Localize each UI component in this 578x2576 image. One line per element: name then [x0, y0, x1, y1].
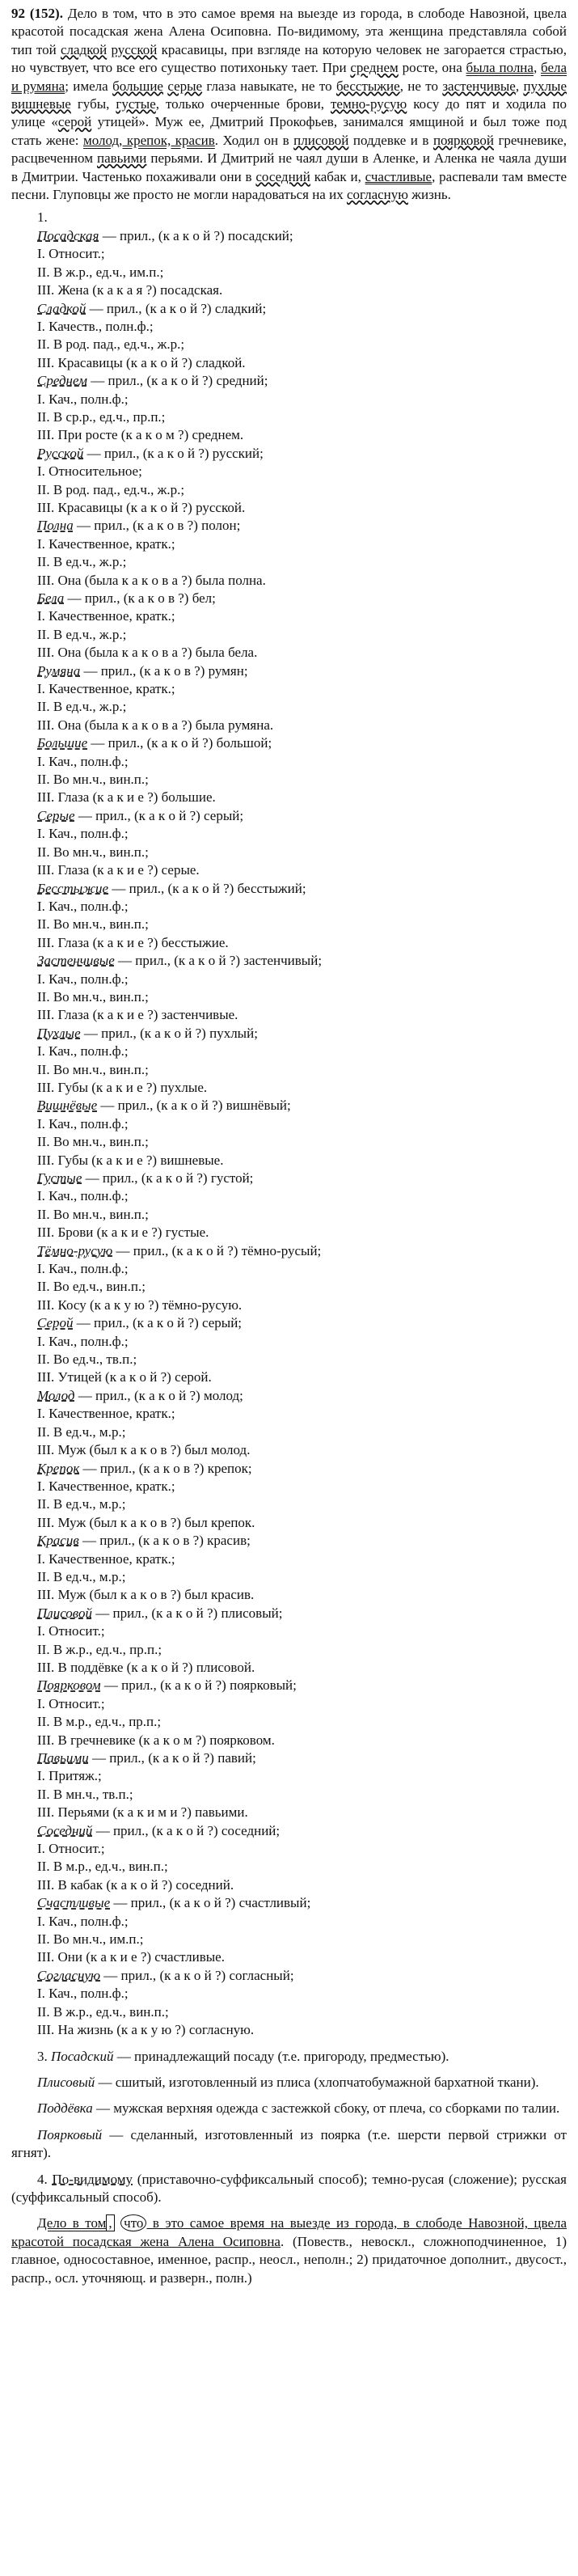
entry-lemma: счастливый; [235, 1895, 311, 1911]
entry-lemma: серый; [198, 1315, 243, 1331]
entry-head [37, 1605, 567, 1622]
entry-feature-line: II. В ср.р., ед.ч., пр.п.; [37, 408, 166, 425]
entry-feature-line: II. В мн.ч., тв.п.; [37, 1786, 133, 1802]
item-3-para-4: Поярковый — сделанный, изготовленный из поярка (т.е. шерсти первой стрижки от ягнят). [11, 2126, 567, 2161]
entry-feature-line: I. Качественное, кратк.; [37, 1478, 175, 1494]
exercise-text-segment: , не то [399, 78, 443, 94]
exercise-text-segment: кабак и, [310, 168, 365, 184]
entry-lemma: плисовый; [217, 1605, 283, 1621]
parse-entry [37, 227, 567, 300]
entry-feature-line: II. Во мн.ч., вин.п.; [37, 1134, 149, 1150]
entry-feature-line: I. Кач., полн.ф.; [37, 971, 129, 987]
entry-lemma: молод; [200, 1387, 243, 1403]
entry-word: Молод [37, 1387, 75, 1403]
entry-word: Поярковом [37, 1677, 101, 1694]
entry-feature-line: III. Глаза (к а к и е ?) серые. [37, 862, 200, 878]
entry-feature-line: II. В ж.р., ед.ч., вин.п.; [37, 2003, 169, 2020]
entry-question: (к а к о й ?) [159, 1967, 226, 1983]
entry-feature-line: III. Утицей (к а к о й ?) серой. [37, 1369, 212, 1385]
entry-def: — прил., [80, 1025, 141, 1041]
entry-question: (к а к о в ?) [123, 590, 189, 606]
entry-word: Крепок [37, 1460, 80, 1476]
entry-feature-line: III. Глаза (к а к и е ?) бесстыжие. [37, 934, 229, 950]
entry-feature-line: I. Кач., полн.ф.; [37, 1043, 129, 1060]
entry-lemma: средний; [213, 373, 268, 389]
parse-entry [37, 372, 567, 445]
entry-lemma: серый; [200, 807, 244, 823]
parse-entry [37, 880, 567, 953]
entry-feature-line: II. Во мн.ч., вин.п.; [37, 844, 149, 860]
exercise-text-segment: среднем [350, 60, 399, 76]
item-3-para-1: 3. Посадский — принадлежащий посаду (т.е. пригороду, предместью). [37, 2048, 449, 2064]
entry-feature-line: III. Она (была к а к о в а ?) была румяна. [37, 717, 274, 733]
entry-question: (к а к о й ?) [132, 1315, 199, 1331]
entry-feature-line: III. При росте (к а к о м ?) среднем. [37, 427, 244, 443]
entry-def: — прил., [74, 1387, 134, 1403]
entry-head [37, 1894, 567, 1912]
entry-lemma: согласный; [226, 1967, 294, 1983]
entry-lemma: павий; [213, 1750, 256, 1766]
entry-feature-line: II. Во мн.ч., вин.п.; [37, 988, 149, 1005]
item-3-para-2: Плисовый — сшитый, изготовленный из плиса (хлопчатобумажной бархатной ткани). [37, 2074, 539, 2090]
exercise-text-segment: молод, крепок, красив [82, 132, 215, 148]
exercise-text-segment: красавицы, при взгляде на которую человек не загорается страстью, но чувствует, что все его существо потихоньку тает. При [11, 41, 567, 76]
exercise-text-segment: соседний [255, 168, 310, 184]
exercise-text-segment: серой [57, 114, 92, 130]
entry-def: — прил., [87, 735, 147, 751]
entry-lemma: сладкий; [211, 300, 267, 316]
entry-word: Вишнёвые [37, 1098, 98, 1114]
entry-question: (к а к о й ?) [167, 880, 234, 896]
entry-feature-line: II. Во мн.ч., вин.п.; [37, 1206, 149, 1222]
exercise-text-segment: утицей». Муж ее, Дмитрий Прокофьев, занимался ямщиной и был тоже под стать жене: [11, 114, 567, 148]
parse-entry [37, 1314, 567, 1387]
entry-head [37, 227, 567, 245]
parse-entry [37, 1097, 567, 1170]
entry-word: Соседний [37, 1822, 93, 1838]
exercise-text-segment: Дело в том, что в это самое время на выезде из города, в слободе Навозной, цвела красотой посадская жена Алена Осиповна. По-видимому, эта женщина представляла собой тип той [11, 6, 567, 57]
entry-lemma: соседний; [217, 1822, 281, 1838]
entry-feature-line: I. Кач., полн.ф.; [37, 1333, 129, 1349]
entry-word: Серые [37, 807, 75, 823]
parse-entry [37, 1894, 567, 1967]
entry-feature-line: I. Кач., полн.ф.; [37, 1115, 129, 1131]
entry-def: — прил., [86, 300, 146, 316]
parse-entry [37, 1242, 567, 1315]
parse-entry [37, 1967, 567, 2040]
entry-feature-line: II. В ед.ч., ж.р.; [37, 554, 127, 570]
entry-word: Густые [37, 1170, 82, 1186]
entry-question: (к а к о й ?) [134, 807, 200, 823]
entry-word: Пухлые [37, 1025, 81, 1041]
entry-lemma: бесстыжий; [234, 880, 306, 896]
entry-feature-line: I. Относит.; [37, 1695, 105, 1711]
entry-feature-line: II. В ед.ч., м.р.; [37, 1496, 126, 1512]
entry-head [37, 1677, 567, 1694]
exercise-text-segment: большие [112, 78, 163, 94]
entry-feature-line: II. В род. пад., ед.ч., ж.р.; [37, 336, 185, 353]
entry-head [37, 1387, 567, 1405]
entry-feature-line: III. Косу (к а к у ю ?) тёмно-русую. [37, 1296, 243, 1313]
entry-feature-line: III. Жена (к а к а я ?) посадская. [37, 282, 223, 298]
exercise-text [11, 5, 567, 204]
exercise-text-segment: застенчивые [442, 78, 516, 94]
entry-feature-line: II. Во мн.ч., вин.п.; [37, 772, 149, 788]
entry-def: — прил., [99, 227, 158, 243]
entry-head [37, 952, 567, 970]
entry-feature-line: I. Притяж.; [37, 1768, 102, 1784]
parse-entry [37, 590, 567, 662]
exercise-text-segment: бесстыжие [335, 78, 400, 94]
conjunction: что [120, 2214, 146, 2231]
entry-lemma: бел; [188, 590, 216, 606]
entry-head [37, 1532, 567, 1550]
entry-lemma: вишнёвый; [222, 1098, 291, 1114]
exercise-text-segment: жизнь. [407, 187, 451, 203]
exercise-number: 92 (152). [11, 6, 63, 21]
entry-feature-line: II. В м.р., ед.ч., вин.п.; [37, 1859, 168, 1875]
entry-question: (к а к о й ?) [160, 1677, 226, 1694]
entry-lemma: пухлый; [205, 1025, 258, 1041]
entry-feature-line: III. Брови (к а к и е ?) густые. [37, 1225, 209, 1241]
entry-def: — прил., [100, 1677, 161, 1694]
exercise-text-segment: поддевке и в [348, 132, 433, 148]
entry-word: Посадская [37, 227, 99, 243]
exercise-text-segment: счастливые [365, 168, 432, 184]
entry-feature-line: II. Во мн.ч., вин.п.; [37, 916, 149, 933]
entry-feature-line: II. В ж.р., ед.ч., им.п.; [37, 264, 164, 280]
entry-lemma: поярковый; [226, 1677, 297, 1694]
entry-feature-line: I. Качественное, кратк.; [37, 608, 175, 624]
entry-question: (к а к о й ?) [174, 953, 240, 969]
entry-word: Полна [37, 518, 74, 534]
exercise-text-segment: ; имела [65, 78, 113, 94]
entry-feature-line: I. Качественное, кратк.; [37, 1406, 175, 1422]
entry-feature-line: I. Относит.; [37, 1841, 105, 1857]
entry-lemma: густой; [207, 1170, 254, 1186]
entry-def: — прил., [108, 880, 168, 896]
entry-feature-line: III. В кабак (к а к о й ?) соседний. [37, 1876, 234, 1893]
entry-def: — прил., [88, 1750, 149, 1766]
entry-def: — прил., [100, 1967, 160, 1983]
entry-feature-line: III. Она (была к а к о в а ?) была полна. [37, 572, 266, 588]
entry-question: (к а к о в ?) [138, 1460, 205, 1476]
exercise-text-segment: , распевали там вместе песни. Глуповцы же просто не могли нарадоваться на их [11, 168, 567, 203]
parse-entry [37, 1605, 567, 1677]
entry-head [37, 1170, 567, 1187]
entry-feature-line: II. В ед.ч., ж.р.; [37, 699, 127, 715]
entry-feature-line: I. Качеств., полн.ф.; [37, 318, 154, 334]
entry-feature-line: I. Качественное, кратк.; [37, 681, 175, 697]
entry-feature-line: III. На жизнь (к а к у ю ?) согласную. [37, 2022, 255, 2038]
entry-feature-line: III. Губы (к а к и е ?) вишневые. [37, 1152, 224, 1168]
exercise-text-segment: глаза навыкате, не то [202, 78, 336, 94]
parse-entry [37, 1460, 567, 1533]
entry-def: — прил., [114, 953, 175, 969]
exercise-text-segment: сладкой [60, 41, 108, 57]
entry-feature-line: I. Кач., полн.ф.; [37, 1188, 129, 1204]
entry-word: Плисовой [37, 1605, 92, 1621]
entry-head [37, 1097, 567, 1115]
entry-word: Тёмно-русую [37, 1242, 113, 1258]
item-4-para-2: Дело в том , что в это самое время на выезде из города, в слободе Навозной, цвела красотой посадская жена Алена Осиповна. (Повеств., невоскл., сложноподчиненное, 1) главное, односоставное, именное, распр., неосл., неполн.; 2) придаточное дополнит., двусост., распр., осл. уточняющ. и разверн., полн.) [11, 2215, 567, 2286]
exercise-text-segment: бела и румяна [11, 60, 567, 94]
parse-entry [37, 1532, 567, 1605]
exercise-text-segment: русской [111, 41, 158, 57]
entry-question: (к а к о в ?) [138, 1533, 204, 1549]
entry-lemma: крепок; [204, 1460, 252, 1476]
entry-def: — прил., [73, 518, 133, 534]
entry-question: (к а к о й ?) [169, 1895, 236, 1911]
exercise-text-segment: , только очерченные брови, [155, 96, 331, 112]
entry-feature-line: III. Губы (к а к и е ?) пухлые. [37, 1079, 208, 1095]
entry-feature-line: III. Они (к а к и е ?) счастливые. [37, 1949, 225, 1965]
parse-entries [11, 227, 567, 2040]
entry-feature-line: III. В гречневике (к а к о м ?) поярковом. [37, 1732, 275, 1748]
entry-head [37, 1749, 567, 1767]
entry-def: — прил., [79, 1460, 139, 1476]
exercise-text-segment: согласную [346, 187, 408, 203]
entry-feature-line: II. В м.р., ед.ч., пр.п.; [37, 1714, 162, 1730]
entry-feature-line: III. Муж (был к а к о в ?) был молод. [37, 1442, 251, 1458]
parse-entry [37, 1025, 567, 1098]
entry-question: (к а к о й ?) [133, 1387, 200, 1403]
entry-question: (к а к о й ?) [146, 735, 213, 751]
entry-feature-line: III. Глаза (к а к и е ?) большие. [37, 789, 216, 806]
entry-word: Согласную [37, 1967, 100, 1983]
item-3-para-3: Поддёвка — мужская верхняя одежда с застежкой сбоку, от плеча, со сборками по талии. [37, 2100, 560, 2117]
entry-feature-line: II. Во ед.ч., тв.п.; [37, 1351, 137, 1368]
exercise-text-segment: губы, [70, 96, 116, 112]
entry-lemma: румян; [205, 662, 248, 679]
exercise-text-segment: гречневике, расцвеченном [11, 132, 567, 167]
entry-def: — прил., [91, 1605, 152, 1621]
parse-entry [37, 1822, 567, 1895]
entry-feature-line: I. Относительное; [37, 463, 142, 480]
entry-question: (к а к о й ?) [151, 1822, 218, 1838]
entry-feature-line: II. В род. пад., ед.ч., ж.р.; [37, 481, 185, 497]
parse-entry [37, 734, 567, 807]
entry-question: (к а к о й ?) [140, 1025, 206, 1041]
entry-head [37, 372, 567, 390]
parse-entry [37, 517, 567, 590]
entry-lemma: большой; [213, 735, 272, 751]
entry-head [37, 1242, 567, 1260]
parse-entry [37, 445, 567, 518]
entry-word: Румяна [37, 662, 81, 679]
entry-word: Сладкой [37, 300, 86, 316]
entry-def: — прил., [78, 1533, 139, 1549]
entry-feature-line: I. Кач., полн.ф.; [37, 1261, 129, 1277]
entry-head [37, 662, 567, 680]
item-4-para-1: 4. По-видимому (приставочно-суффиксальный способ); темно-русая (сложение); русская (суффиксальный способ). [11, 2171, 567, 2205]
entry-def: — прил., [74, 807, 134, 823]
entry-feature-line: III. Муж (был к а к о в ?) был крепок. [37, 1514, 255, 1530]
entry-def: — прил., [110, 1895, 170, 1911]
entry-feature-line: III. Перьями (к а к и м и ?) павьими. [37, 1804, 248, 1821]
entry-feature-line: II. Во ед.ч., вин.п.; [37, 1279, 146, 1295]
entry-feature-line: I. Кач., полн.ф.; [37, 753, 129, 769]
entry-feature-line: I. Качественное, кратк.; [37, 535, 175, 552]
entry-feature-line: III. Она (была к а к о в а ?) была бела. [37, 645, 258, 661]
exercise-text-segment: , [533, 60, 542, 76]
entry-word: Бела [37, 590, 65, 606]
entry-question: (к а к о й ?) [158, 227, 225, 243]
entry-word: Среднем [37, 373, 87, 389]
entry-word: Серой [37, 1315, 74, 1331]
entry-head [37, 807, 567, 825]
exercise-text-segment: вишневые [11, 96, 71, 112]
entry-def: — прил., [97, 1098, 157, 1114]
entry-question: (к а к о в ?) [139, 662, 205, 679]
parse-entry [37, 300, 567, 373]
entry-def: — прил., [86, 373, 147, 389]
exercise-text-segment: павьими [97, 150, 147, 167]
entry-def: — прил., [82, 1170, 141, 1186]
entry-feature-line: III. В поддёвке (к а к о й ?) плисовой. [37, 1659, 255, 1675]
entry-feature-line: III. Глаза (к а к и е ?) застенчивые. [37, 1007, 238, 1023]
entry-lemma: русский; [209, 445, 264, 461]
entry-feature-line: II. В ед.ч., м.р.; [37, 1423, 126, 1440]
parse-entry [37, 1387, 567, 1460]
entry-lemma: застенчивый; [240, 953, 323, 969]
exercise-text-segment: , [515, 78, 524, 94]
parse-entry [37, 1677, 567, 1749]
entry-def: — прил., [64, 590, 124, 606]
entry-feature-line: II. В ед.ч., ж.р.; [37, 626, 127, 642]
entry-feature-line: I. Кач., полн.ф.; [37, 898, 129, 914]
entry-head [37, 1025, 567, 1043]
entry-feature-line: I. Кач., полн.ф.; [37, 1913, 129, 1929]
entry-feature-line: II. Во мн.ч., им.п.; [37, 1931, 144, 1948]
entry-word: Красив [37, 1533, 79, 1549]
entry-def: — прил., [112, 1242, 172, 1258]
entry-question: (к а к о й ?) [171, 1242, 238, 1258]
entry-lemma: посадский; [224, 227, 293, 243]
exercise-text-segment: густые [116, 96, 156, 112]
exercise-text-segment: косу до пят и ходила по улице « [11, 96, 567, 130]
item-1-label: 1. [37, 209, 48, 226]
entry-lemma: красив; [203, 1533, 251, 1549]
entry-question: (к а к о й ?) [156, 1098, 223, 1114]
entry-word: Бесстыжие [37, 880, 109, 896]
parse-entry [37, 952, 567, 1025]
parse-entry [37, 1170, 567, 1242]
entry-head [37, 517, 567, 535]
entry-head [37, 734, 567, 752]
parse-entry [37, 662, 567, 735]
parse-entry [37, 807, 567, 880]
entry-feature-line: I. Кач., полн.ф.; [37, 1986, 129, 2002]
exercise-text-segment: росте, она [398, 60, 466, 76]
entry-head [37, 880, 567, 898]
exercise-text-segment: плисовой [293, 132, 349, 148]
entry-head [37, 590, 567, 607]
entry-head [37, 1967, 567, 1985]
entry-word: Счастливые [37, 1895, 111, 1911]
exercise-text-segment: перьями. И Дмитрий не чаял души в Аленке, и Аленка не чаяла души в Дмитрии. Частенько похаживали они в [11, 150, 567, 184]
entry-def: — прил., [92, 1822, 152, 1838]
entry-feature-line: III. Муж (был к а к о в ?) был красив. [37, 1587, 255, 1603]
entry-feature-line: I. Относит.; [37, 246, 105, 262]
exercise-text-segment: была полна [466, 60, 534, 76]
entry-head [37, 300, 567, 318]
entry-head [37, 1460, 567, 1478]
entry-feature-line: I. Относит.; [37, 1623, 105, 1639]
entry-feature-line: III. Красавицы (к а к о й ?) сладкой. [37, 354, 246, 370]
entry-question: (к а к о й ?) [148, 1750, 214, 1766]
entry-feature-line: I. Кач., полн.ф.; [37, 391, 129, 407]
entry-lemma: тёмно-русый; [238, 1242, 322, 1258]
exercise-text-segment: поярковой [432, 132, 494, 148]
entry-question: (к а к о й ?) [141, 1170, 208, 1186]
main-clause: Дело в том [37, 2215, 107, 2231]
entry-question: (к а к о й ?) [151, 1605, 218, 1621]
entry-word: Павьими [37, 1750, 89, 1766]
entry-def: — прил., [83, 445, 143, 461]
entry-feature-line: II. В ед.ч., м.р.; [37, 1568, 126, 1584]
entry-feature-line: I. Кач., полн.ф.; [37, 826, 129, 842]
entry-feature-line: I. Качественное, кратк.; [37, 1550, 175, 1567]
exercise-text-segment: пухлые [523, 78, 567, 94]
parse-entry [37, 1749, 567, 1822]
entry-feature-line: II. В ж.р., ед.ч., пр.п.; [37, 1641, 162, 1657]
entry-def: — прил., [80, 662, 140, 679]
entry-question: (к а к о й ?) [146, 373, 213, 389]
entry-head [37, 1822, 567, 1840]
entry-feature-line: II. Во мн.ч., вин.п.; [37, 1061, 149, 1077]
entry-head [37, 445, 567, 463]
entry-word: Большие [37, 735, 88, 751]
entry-word: Русской [37, 445, 84, 461]
entry-lemma: полон; [197, 518, 241, 534]
entry-question: (к а к о й ?) [142, 445, 209, 461]
exercise-text-segment: . Ходил он в [214, 132, 294, 148]
entry-feature-line: III. Красавицы (к а к о й ?) русской. [37, 499, 246, 515]
entry-question: (к а к о в ?) [133, 518, 198, 534]
entry-question: (к а к о й ?) [145, 300, 212, 316]
exercise-text-segment: серые [167, 78, 203, 94]
entry-def: — прил., [73, 1315, 133, 1331]
exercise-text-segment: темно-русую [330, 96, 407, 112]
entry-word: Застенчивые [37, 953, 115, 969]
entry-head [37, 1314, 567, 1332]
